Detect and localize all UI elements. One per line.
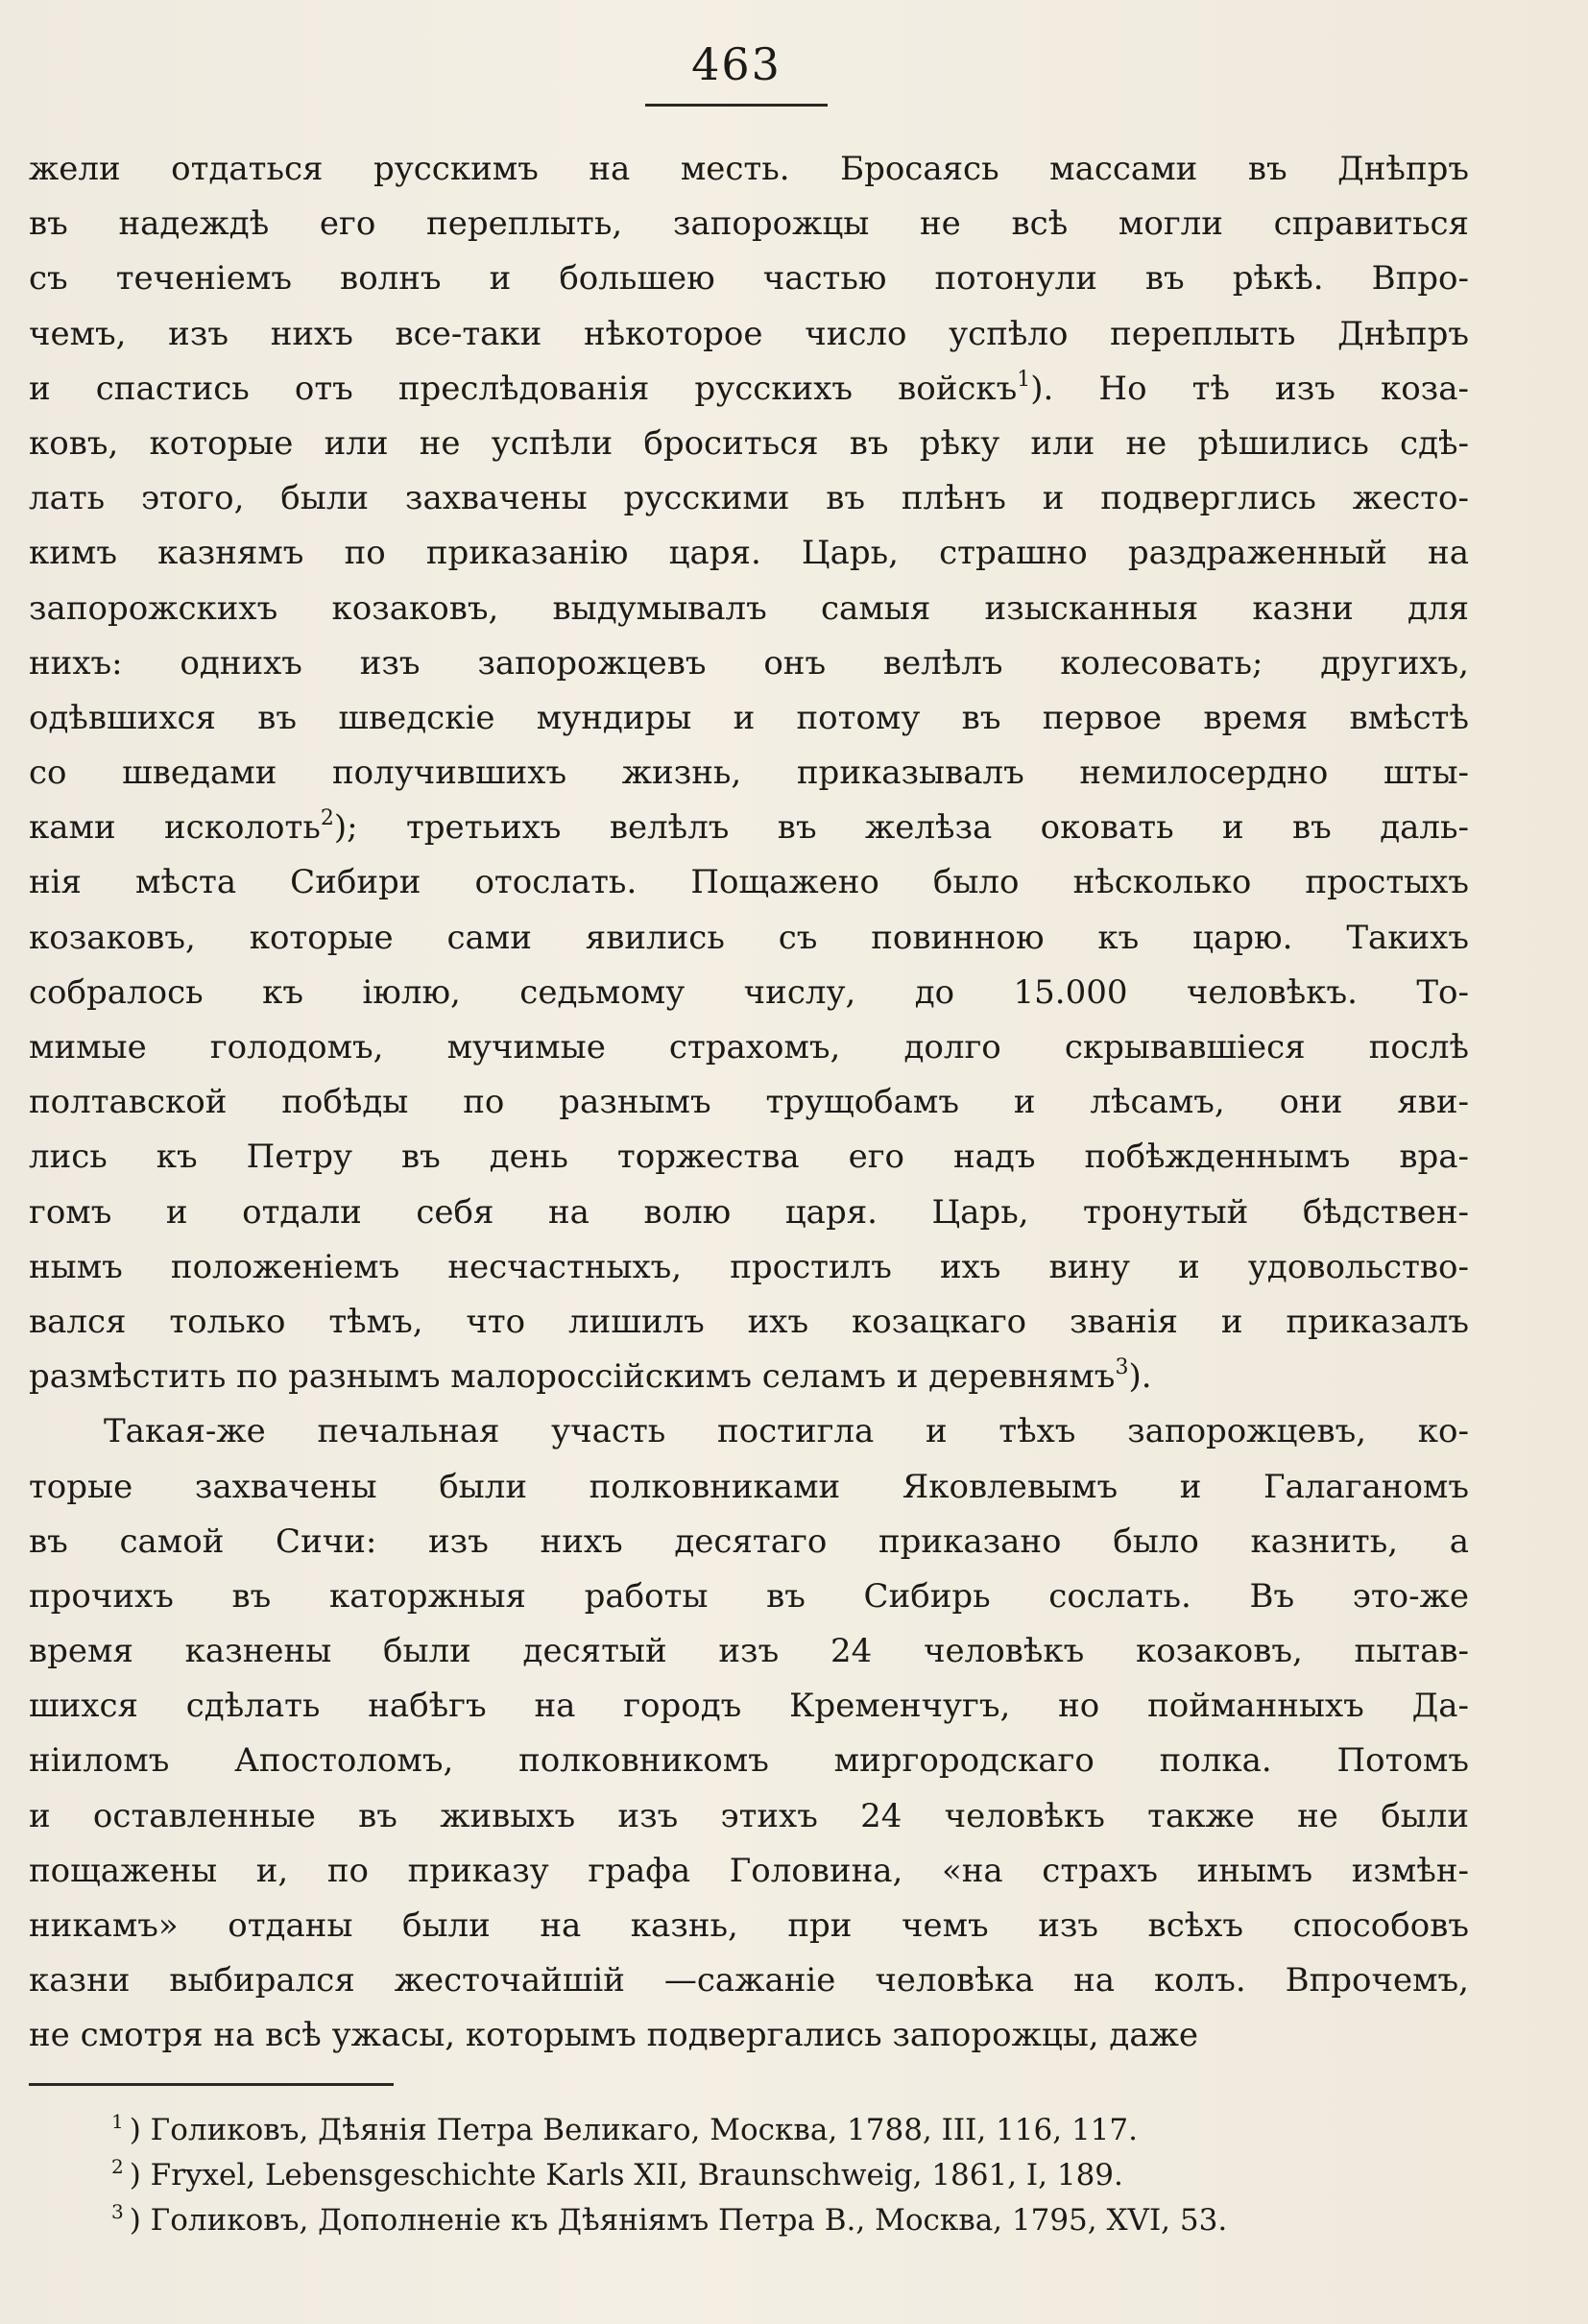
text-line bbox=[29, 1679, 1469, 1734]
footnote-text: ) Голиковъ, Дѣянія Петра Великаго, Москва, 1788, III, 116, 117. bbox=[129, 2113, 1138, 2147]
text-line bbox=[29, 307, 1469, 362]
footnote-reference: 3 bbox=[1115, 1355, 1129, 1380]
line-text-after-reference: ); третьихъ велѣлъ въ желѣза оковать и въ даль- bbox=[333, 808, 1469, 848]
text-line bbox=[29, 1734, 1469, 1788]
footnote-mark: 1 bbox=[111, 2110, 124, 2133]
line-text: ніиломъ Апостоломъ, полковникомъ миргородскаго полка. Потомъ bbox=[29, 1741, 1469, 1781]
text-line bbox=[29, 2008, 1469, 2063]
text-line bbox=[29, 1953, 1469, 2008]
line-text: въ надеждѣ его переплыть, запорожцы не всѣ могли справиться bbox=[29, 204, 1469, 244]
page-number: 463 bbox=[691, 38, 782, 90]
line-text: козаковъ, которые сами явились съ повинною къ царю. Такихъ bbox=[29, 918, 1469, 957]
line-text: ковъ, которые или не успѣли броситься въ рѣку или не рѣшились сдѣ- bbox=[29, 423, 1469, 463]
text-line bbox=[29, 1295, 1469, 1350]
line-text: собралось къ іюлю, седьмому числу, до 15.000 человѣкъ. То- bbox=[29, 972, 1469, 1012]
header-rule bbox=[645, 104, 828, 107]
text-line bbox=[29, 1404, 1469, 1459]
footnote-reference: 2 bbox=[320, 806, 334, 831]
line-text: ками исколоть bbox=[29, 808, 321, 848]
text-line bbox=[29, 1020, 1469, 1075]
line-text: мимые голодомъ, мучимые страхомъ, долго скрывавшіеся послѣ bbox=[29, 1028, 1469, 1066]
line-text: пощажены и, по приказу графа Головина, «на страхъ инымъ измѣн- bbox=[29, 1851, 1469, 1890]
line-text: со шведами получившихъ жизнь, приказывалъ немилосердно шты- bbox=[29, 754, 1469, 793]
text-line bbox=[29, 801, 1469, 855]
line-text: Такая-же печальная участь постигла и тѣхъ запорожцевъ, ко- bbox=[104, 1412, 1469, 1451]
text-line bbox=[29, 636, 1469, 691]
text-line bbox=[29, 1569, 1469, 1624]
line-text: прочихъ въ каторжныя работы въ Сибирь сослать. Въ это-же bbox=[29, 1576, 1469, 1616]
line-text: шихся сдѣлать набѣгъ на городъ Кременчугъ, но пойманныхъ Да- bbox=[29, 1687, 1469, 1726]
text-line bbox=[29, 1844, 1469, 1899]
text-line bbox=[29, 1789, 1469, 1844]
line-text: полтавской побѣды по разнымъ трущобамъ и лѣсамъ, они яви- bbox=[29, 1083, 1469, 1122]
line-text: торые захвачены были полковниками Яковлевымъ и Галаганомъ bbox=[29, 1467, 1469, 1506]
text-line bbox=[29, 582, 1469, 636]
line-text: запорожскихъ козаковъ, выдумывалъ самыя изысканныя казни для bbox=[29, 588, 1469, 628]
line-text: лать этого, были захвачены русскими въ плѣнъ и подверглись жесто- bbox=[29, 479, 1469, 518]
text-line bbox=[29, 1350, 1469, 1404]
line-text: нихъ: однихъ изъ запорожцевъ онъ велѣлъ колесовать; другихъ, bbox=[29, 643, 1469, 683]
line-text: нія мѣста Сибири отослать. Пощажено было нѣсколько простыхъ bbox=[29, 863, 1469, 902]
text-line bbox=[29, 911, 1469, 966]
line-text: кимъ казнямъ по приказанію царя. Царь, страшно раздраженный на bbox=[29, 534, 1469, 573]
footnote-rule bbox=[29, 2083, 394, 2086]
line-text: одѣвшихся въ шведскіе мундиры и потому въ первое время вмѣстѣ bbox=[29, 698, 1469, 737]
line-text: въ самой Сичи: изъ нихъ десятаго приказано было казнить, а bbox=[29, 1521, 1469, 1561]
body-text bbox=[29, 142, 1469, 2064]
footnote bbox=[111, 2198, 1484, 2243]
line-text: никамъ» отданы были на казнь, при чемъ изъ всѣхъ способовъ bbox=[29, 1906, 1469, 1945]
text-line bbox=[29, 855, 1469, 910]
line-text: размѣстить по разнымъ малороссійскимъ селамъ и деревнямъ bbox=[29, 1357, 1116, 1397]
line-text: жели отдаться русскимъ на месть. Бросаясь массами въ Днѣпръ bbox=[29, 150, 1469, 188]
text-line bbox=[29, 1899, 1469, 1953]
line-text: съ теченіемъ волнъ и большею частью потонули въ рѣкѣ. Впро- bbox=[29, 259, 1469, 299]
footnote bbox=[111, 2108, 1484, 2153]
line-text: казни выбирался жесточайшій —сажаніе человѣка на колъ. Впрочемъ, bbox=[29, 1961, 1469, 2001]
text-line bbox=[29, 691, 1469, 746]
text-line bbox=[29, 1460, 1469, 1515]
text-line bbox=[29, 142, 1469, 197]
text-line bbox=[29, 1515, 1469, 1569]
text-line bbox=[29, 1186, 1469, 1240]
footnote-text: ) Голиковъ, Дополненіе къ Дѣяніямъ Петра В., Москва, 1795, XVI, 53. bbox=[129, 2203, 1228, 2238]
text-line bbox=[29, 526, 1469, 581]
line-text: гомъ и отдали себя на волю царя. Царь, тронутый бѣдствен- bbox=[29, 1192, 1469, 1232]
text-line bbox=[29, 1075, 1469, 1130]
line-text: лись къ Петру въ день торжества его надъ побѣжденнымъ вра- bbox=[29, 1138, 1469, 1177]
text-line bbox=[29, 1240, 1469, 1295]
footnote-reference: 1 bbox=[1017, 367, 1031, 392]
line-text-after-reference: ). bbox=[1128, 1357, 1152, 1397]
text-line bbox=[29, 252, 1469, 306]
line-text: время казнены были десятый изъ 24 человѣкъ козаковъ, пытав- bbox=[29, 1632, 1469, 1671]
text-line bbox=[29, 417, 1469, 471]
line-text: нымъ положеніемъ несчастныхъ, простилъ ихъ вину и удовольство- bbox=[29, 1247, 1469, 1286]
footnote bbox=[111, 2153, 1484, 2198]
text-line bbox=[29, 966, 1469, 1020]
text-line bbox=[29, 197, 1469, 252]
line-text: вался только тѣмъ, что лишилъ ихъ козацкаго званія и приказалъ bbox=[29, 1302, 1469, 1341]
footnotes bbox=[111, 2108, 1484, 2243]
line-text: чемъ, изъ нихъ все-таки нѣкоторое число успѣло переплыть Днѣпръ bbox=[29, 314, 1469, 353]
text-line bbox=[29, 1130, 1469, 1185]
line-text: и спастись отъ преслѣдованія русскихъ войскъ bbox=[29, 369, 1018, 408]
text-line bbox=[29, 362, 1469, 417]
line-text-after-reference: ). Но тѣ изъ коза- bbox=[1030, 369, 1469, 408]
line-text: и оставленные въ живыхъ изъ этихъ 24 человѣкъ также не были bbox=[29, 1796, 1469, 1835]
text-line bbox=[29, 746, 1469, 801]
text-line bbox=[29, 471, 1469, 526]
line-text: не смотря на всѣ ужасы, которымъ подвергались запорожцы, даже bbox=[29, 2016, 1198, 2055]
footnote-mark: 2 bbox=[111, 2155, 124, 2178]
footnote-mark: 3 bbox=[111, 2200, 124, 2223]
text-line bbox=[29, 1624, 1469, 1679]
footnote-text: ) Fryxel, Lebensgeschichte Karls XII, Braunschweig, 1861, I, 189. bbox=[129, 2158, 1123, 2192]
